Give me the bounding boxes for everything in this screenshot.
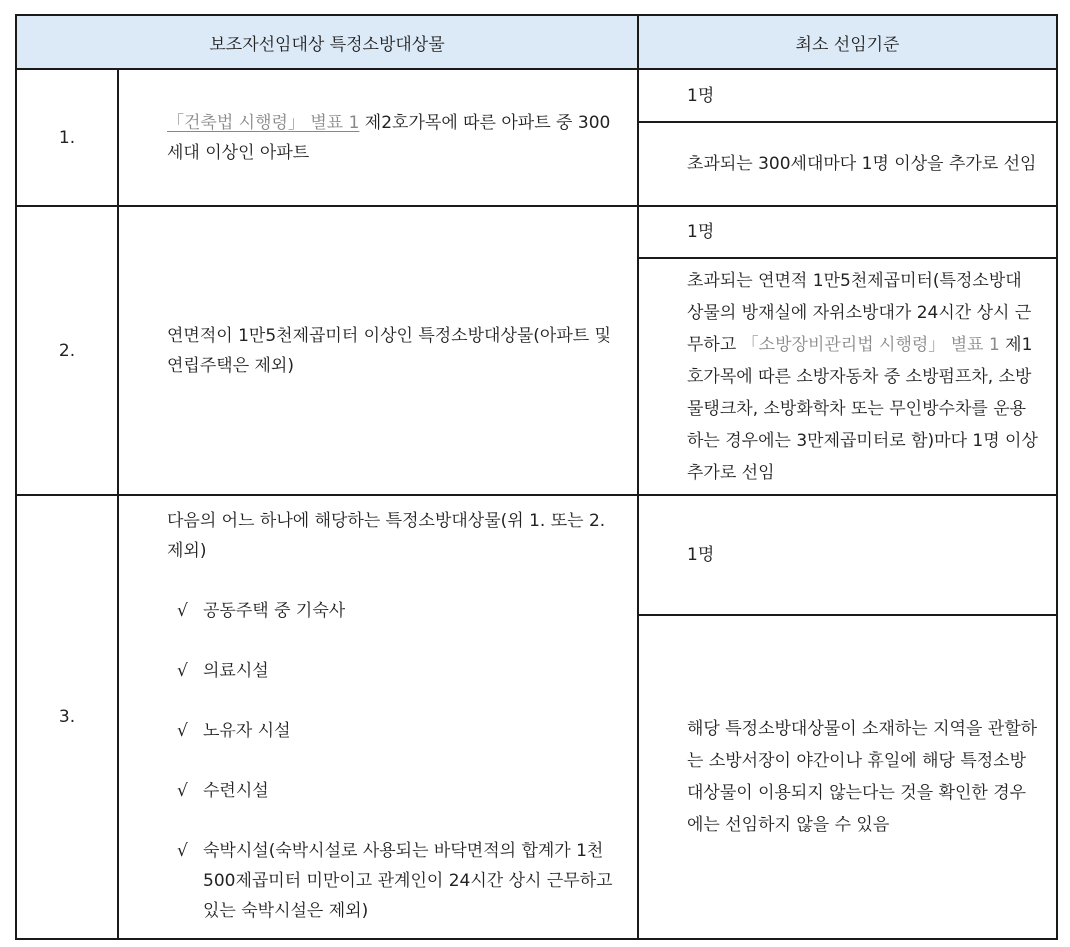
header-target: 보조자선임대상 특정소방대상물 [16, 15, 638, 69]
check-mark-icon: √ [177, 601, 188, 621]
description-intro: 다음의 어느 하나에 해당하는 특정소방대상물(위 1. 또는 2. 제외) [167, 511, 606, 561]
check-mark-icon: √ [177, 721, 188, 741]
law-reference-link[interactable]: 「소방장비관리법 시행령」 별표 1 [741, 334, 1000, 355]
criteria-extra: 초과되는 300세대마다 1명 이상을 추가로 선임 [638, 122, 1057, 206]
check-item: √ 숙박시설(숙박시설로 사용되는 바닥면적의 합계가 1천500제곱미터 미만이고 관계인이 24시간 상시 근무하고 있는 숙박시설은 제외) [167, 836, 619, 926]
row-description [118, 495, 638, 939]
row-number: 3. [16, 495, 118, 939]
criteria-base: 1명 [638, 206, 1057, 258]
row-description [118, 69, 638, 206]
check-item: √ 의료시설 [167, 656, 619, 686]
row-number: 1. [16, 69, 118, 206]
check-mark-icon: √ [177, 841, 188, 861]
criteria-extra-text: 제1호가목에 따른 소방자동차 중 소방펌프차, 소방물탱크차, 소방화학차 또는 무인방수차를 운용하는 경우에는 3만제곱미터로 함)마다 1명 이상 추가로 선임 [687, 334, 1038, 483]
row-number: 2. [16, 206, 118, 495]
law-reference-link[interactable]: 「건축법 시행령」 별표 1 [167, 112, 360, 133]
description-text: 제2호가목에 따른 아파트 중 300세대 이상인 아파트 [167, 112, 611, 163]
check-item: √ 노유자 시설 [167, 716, 619, 746]
criteria-extra-text: 초과되는 연면적 1만5천제곱미터(특정소방대상물의 방재실에 자위소방대가 24시간 상시 근무하고 [687, 270, 1032, 355]
check-mark-icon: √ [177, 661, 188, 681]
row-description: 연면적이 1만5천제곱미터 이상인 특정소방대상물(아파트 및 연립주택은 제외) [118, 206, 638, 495]
criteria-base: 1명 [638, 69, 1057, 122]
check-item: √ 공동주택 중 기숙사 [167, 596, 619, 626]
appointment-criteria-table [15, 14, 1058, 940]
criteria-extra [638, 258, 1057, 495]
check-item: √ 수련시설 [167, 776, 619, 806]
header-criteria: 최소 선임기준 [638, 15, 1057, 69]
criteria-extra: 해당 특정소방대상물이 소재하는 지역을 관할하는 소방서장이 야간이나 휴일에 해당 특정소방대상물이 이용되지 않는다는 것을 확인한 경우에는 선임하지 않을 수 있음 [638, 615, 1057, 939]
check-mark-icon: √ [177, 781, 188, 801]
criteria-base: 1명 [638, 495, 1057, 615]
